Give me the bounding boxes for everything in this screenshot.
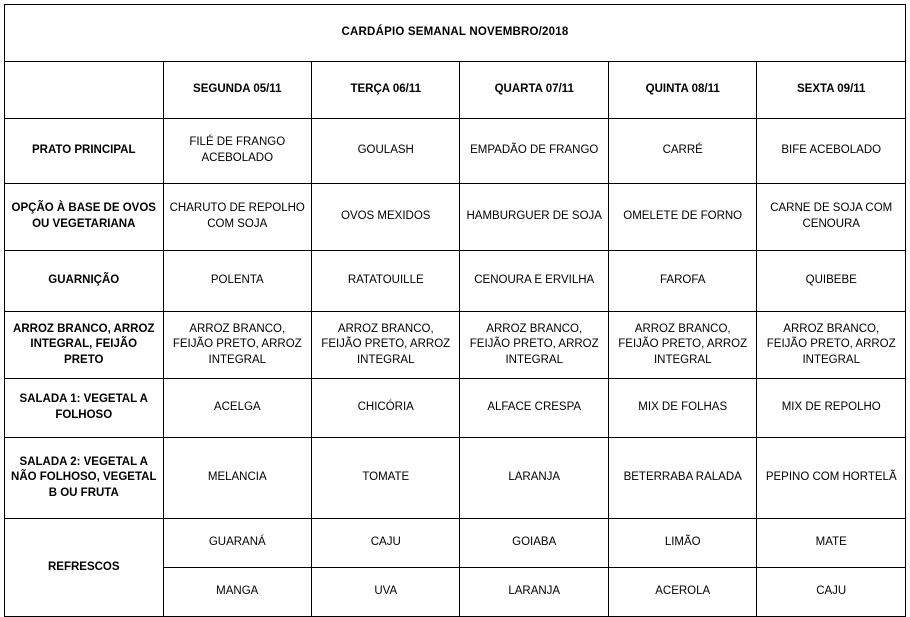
weekly-menu-table	[4, 4, 906, 617]
cell-guarnicao-wednesday: CENOURA E ERVILHA	[460, 251, 608, 312]
cell-salada2-wednesday: LARANJA	[460, 438, 608, 519]
cell-opcao-wednesday: HAMBURGUER DE SOJA	[460, 184, 608, 251]
cell-opcao-tuesday: OVOS MEXIDOS	[312, 184, 460, 251]
cell-prato-principal-wednesday: EMPADÃO DE FRANGO	[460, 119, 608, 184]
column-header-monday: SEGUNDA 05/11	[163, 62, 311, 119]
table-corner-cell	[5, 62, 164, 119]
table-row	[5, 379, 906, 438]
page-title: CARDÁPIO SEMANAL NOVEMBRO/2018	[5, 5, 906, 62]
cell-refresco2-monday: MANGA	[163, 568, 311, 617]
cell-guarnicao-tuesday: RATATOUILLE	[312, 251, 460, 312]
row-label-prato-principal: PRATO PRINCIPAL	[5, 119, 164, 184]
table-row	[5, 312, 906, 379]
cell-refresco2-wednesday: LARANJA	[460, 568, 608, 617]
cell-arroz-monday: ARROZ BRANCO, FEIJÃO PRETO, ARROZ INTEGRAL	[163, 312, 311, 379]
menu-document-page	[0, 4, 910, 598]
cell-prato-principal-tuesday: GOULASH	[312, 119, 460, 184]
cell-guarnicao-friday: QUIBEBE	[757, 251, 906, 312]
cell-arroz-wednesday: ARROZ BRANCO, FEIJÃO PRETO, ARROZ INTEGRAL	[460, 312, 608, 379]
cell-refresco1-monday: GUARANÁ	[163, 519, 311, 568]
column-header-friday: SEXTA 09/11	[757, 62, 906, 119]
column-header-tuesday: TERÇA 06/11	[312, 62, 460, 119]
cell-refresco1-tuesday: CAJU	[312, 519, 460, 568]
cell-salada2-tuesday: TOMATE	[312, 438, 460, 519]
row-label-refrescos: REFRESCOS	[5, 519, 164, 617]
cell-opcao-thursday: OMELETE DE FORNO	[608, 184, 756, 251]
cell-refresco2-friday: CAJU	[757, 568, 906, 617]
title-row	[5, 5, 906, 62]
row-label-opcao-ovos-vegetariana: OPÇÃO À BASE DE OVOS OU VEGETARIANA	[5, 184, 164, 251]
cell-opcao-monday: CHARUTO DE REPOLHO COM SOJA	[163, 184, 311, 251]
cell-prato-principal-friday: BIFE ACEBOLADO	[757, 119, 906, 184]
cell-prato-principal-monday: FILÉ DE FRANGO ACEBOLADO	[163, 119, 311, 184]
cell-salada2-friday: PEPINO COM HORTELÃ	[757, 438, 906, 519]
row-label-arroz-feijao: ARROZ BRANCO, ARROZ INTEGRAL, FEIJÃO PRETO	[5, 312, 164, 379]
row-label-guarnicao: GUARNIÇÃO	[5, 251, 164, 312]
column-header-wednesday: QUARTA 07/11	[460, 62, 608, 119]
table-row	[5, 119, 906, 184]
row-label-salada-1: SALADA 1: VEGETAL A FOLHOSO	[5, 379, 164, 438]
cell-refresco1-thursday: LIMÃO	[608, 519, 756, 568]
cell-salada2-monday: MELANCIA	[163, 438, 311, 519]
cell-guarnicao-monday: POLENTA	[163, 251, 311, 312]
cell-prato-principal-thursday: CARRÉ	[608, 119, 756, 184]
table-row	[5, 519, 906, 568]
cell-refresco1-friday: MATE	[757, 519, 906, 568]
cell-refresco1-wednesday: GOIABA	[460, 519, 608, 568]
cell-salada1-tuesday: CHICÓRIA	[312, 379, 460, 438]
cell-refresco2-thursday: ACEROLA	[608, 568, 756, 617]
cell-arroz-tuesday: ARROZ BRANCO, FEIJÃO PRETO, ARROZ INTEGRAL	[312, 312, 460, 379]
cell-salada1-monday: ACELGA	[163, 379, 311, 438]
table-row	[5, 184, 906, 251]
cell-salada1-friday: MIX DE REPOLHO	[757, 379, 906, 438]
cell-opcao-friday: CARNE DE SOJA COM CENOURA	[757, 184, 906, 251]
cell-salada2-thursday: BETERRABA RALADA	[608, 438, 756, 519]
cell-refresco2-tuesday: UVA	[312, 568, 460, 617]
cell-arroz-thursday: ARROZ BRANCO, FEIJÃO PRETO, ARROZ INTEGRAL	[608, 312, 756, 379]
cell-guarnicao-thursday: FAROFA	[608, 251, 756, 312]
cell-salada1-thursday: MIX DE FOLHAS	[608, 379, 756, 438]
table-row	[5, 251, 906, 312]
table-row	[5, 438, 906, 519]
row-label-salada-2: SALADA 2: VEGETAL A NÃO FOLHOSO, VEGETAL B OU FRUTA	[5, 438, 164, 519]
cell-salada1-wednesday: ALFACE CRESPA	[460, 379, 608, 438]
column-header-thursday: QUINTA 08/11	[608, 62, 756, 119]
header-row	[5, 62, 906, 119]
cell-arroz-friday: ARROZ BRANCO, FEIJÃO PRETO, ARROZ INTEGRAL	[757, 312, 906, 379]
